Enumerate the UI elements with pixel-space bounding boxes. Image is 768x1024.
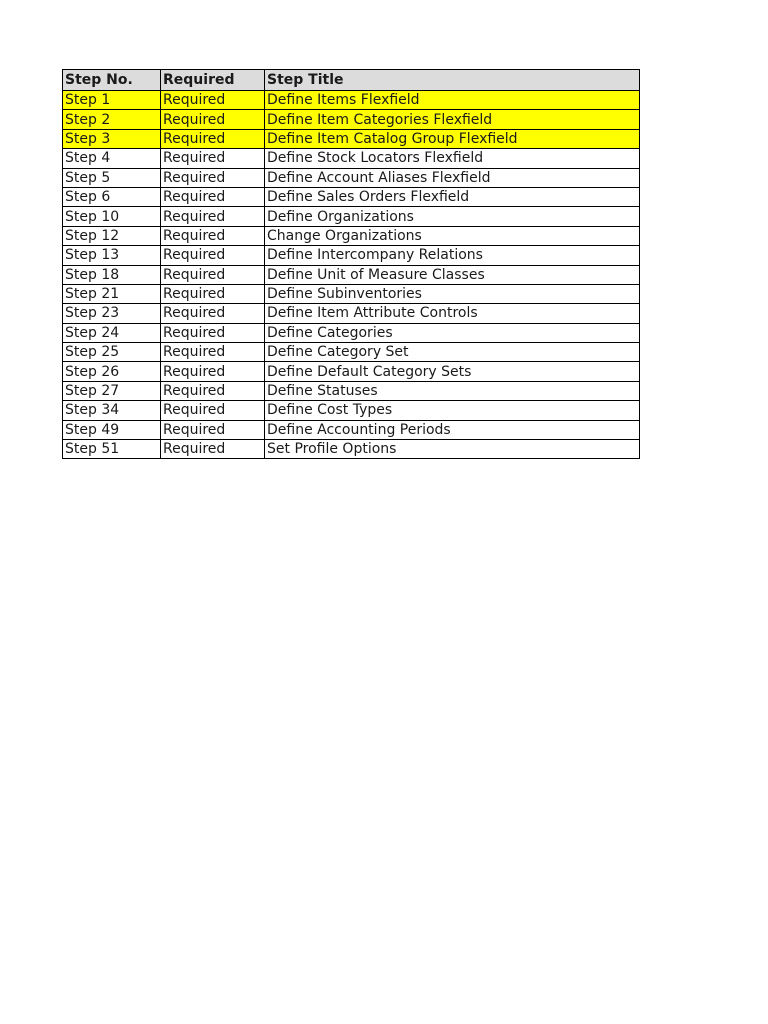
- cell-step-no[interactable]: Step 21: [63, 284, 161, 303]
- table-row: [63, 129, 640, 148]
- cell-step-title[interactable]: Define Item Catalog Group Flexfield: [265, 129, 640, 148]
- table-row: [63, 284, 640, 303]
- cell-required[interactable]: Required: [161, 323, 265, 342]
- table-row: [63, 149, 640, 168]
- cell-step-no[interactable]: Step 13: [63, 246, 161, 265]
- cell-step-no[interactable]: Step 23: [63, 304, 161, 323]
- cell-step-title[interactable]: Define Cost Types: [265, 401, 640, 420]
- table-row: [63, 381, 640, 400]
- cell-step-title[interactable]: Define Subinventories: [265, 284, 640, 303]
- cell-step-no[interactable]: Step 49: [63, 420, 161, 439]
- table-body: [63, 91, 640, 459]
- cell-step-title[interactable]: Define Item Attribute Controls: [265, 304, 640, 323]
- cell-step-no[interactable]: Step 27: [63, 381, 161, 400]
- cell-step-title[interactable]: Define Account Aliases Flexfield: [265, 168, 640, 187]
- header-step-title[interactable]: Step Title: [265, 70, 640, 91]
- cell-step-no[interactable]: Step 18: [63, 265, 161, 284]
- cell-required[interactable]: Required: [161, 362, 265, 381]
- cell-step-no[interactable]: Step 12: [63, 226, 161, 245]
- table-row: [63, 420, 640, 439]
- cell-required[interactable]: Required: [161, 91, 265, 110]
- cell-step-title[interactable]: Define Statuses: [265, 381, 640, 400]
- cell-step-no[interactable]: Step 5: [63, 168, 161, 187]
- cell-step-title[interactable]: Set Profile Options: [265, 440, 640, 459]
- cell-required[interactable]: Required: [161, 129, 265, 148]
- table-row: [63, 265, 640, 284]
- cell-required[interactable]: Required: [161, 149, 265, 168]
- cell-required[interactable]: Required: [161, 284, 265, 303]
- cell-step-title[interactable]: Change Organizations: [265, 226, 640, 245]
- cell-required[interactable]: Required: [161, 110, 265, 129]
- cell-step-title[interactable]: Define Default Category Sets: [265, 362, 640, 381]
- cell-required[interactable]: Required: [161, 226, 265, 245]
- cell-step-no[interactable]: Step 2: [63, 110, 161, 129]
- cell-step-title[interactable]: Define Category Set: [265, 343, 640, 362]
- cell-required[interactable]: Required: [161, 207, 265, 226]
- table-row: [63, 343, 640, 362]
- cell-required[interactable]: Required: [161, 420, 265, 439]
- cell-step-no[interactable]: Step 6: [63, 187, 161, 206]
- header-required[interactable]: Required: [161, 70, 265, 91]
- cell-step-no[interactable]: Step 25: [63, 343, 161, 362]
- cell-step-title[interactable]: Define Unit of Measure Classes: [265, 265, 640, 284]
- cell-step-title[interactable]: Define Item Categories Flexfield: [265, 110, 640, 129]
- cell-step-no[interactable]: Step 10: [63, 207, 161, 226]
- cell-required[interactable]: Required: [161, 265, 265, 284]
- table-row: [63, 304, 640, 323]
- table-row: [63, 110, 640, 129]
- cell-required[interactable]: Required: [161, 187, 265, 206]
- cell-step-no[interactable]: Step 4: [63, 149, 161, 168]
- table-row: [63, 91, 640, 110]
- table-row: [63, 168, 640, 187]
- cell-step-title[interactable]: Define Items Flexfield: [265, 91, 640, 110]
- table-row: [63, 440, 640, 459]
- table-row: [63, 362, 640, 381]
- cell-step-no[interactable]: Step 51: [63, 440, 161, 459]
- cell-required[interactable]: Required: [161, 168, 265, 187]
- setup-steps-sheet: [62, 69, 640, 459]
- cell-step-no[interactable]: Step 24: [63, 323, 161, 342]
- cell-required[interactable]: Required: [161, 304, 265, 323]
- table-row: [63, 207, 640, 226]
- cell-step-title[interactable]: Define Intercompany Relations: [265, 246, 640, 265]
- cell-step-no[interactable]: Step 34: [63, 401, 161, 420]
- cell-step-title[interactable]: Define Accounting Periods: [265, 420, 640, 439]
- cell-step-title[interactable]: Define Organizations: [265, 207, 640, 226]
- cell-required[interactable]: Required: [161, 381, 265, 400]
- cell-required[interactable]: Required: [161, 246, 265, 265]
- table-header-row: [63, 70, 640, 91]
- table-row: [63, 187, 640, 206]
- table-row: [63, 226, 640, 245]
- cell-step-title[interactable]: Define Categories: [265, 323, 640, 342]
- header-step-no[interactable]: Step No.: [63, 70, 161, 91]
- cell-required[interactable]: Required: [161, 343, 265, 362]
- table-row: [63, 401, 640, 420]
- cell-step-no[interactable]: Step 26: [63, 362, 161, 381]
- setup-steps-table: [62, 69, 640, 459]
- cell-step-title[interactable]: Define Sales Orders Flexfield: [265, 187, 640, 206]
- table-row: [63, 246, 640, 265]
- cell-required[interactable]: Required: [161, 401, 265, 420]
- cell-required[interactable]: Required: [161, 440, 265, 459]
- cell-step-no[interactable]: Step 1: [63, 91, 161, 110]
- cell-step-no[interactable]: Step 3: [63, 129, 161, 148]
- table-row: [63, 323, 640, 342]
- cell-step-title[interactable]: Define Stock Locators Flexfield: [265, 149, 640, 168]
